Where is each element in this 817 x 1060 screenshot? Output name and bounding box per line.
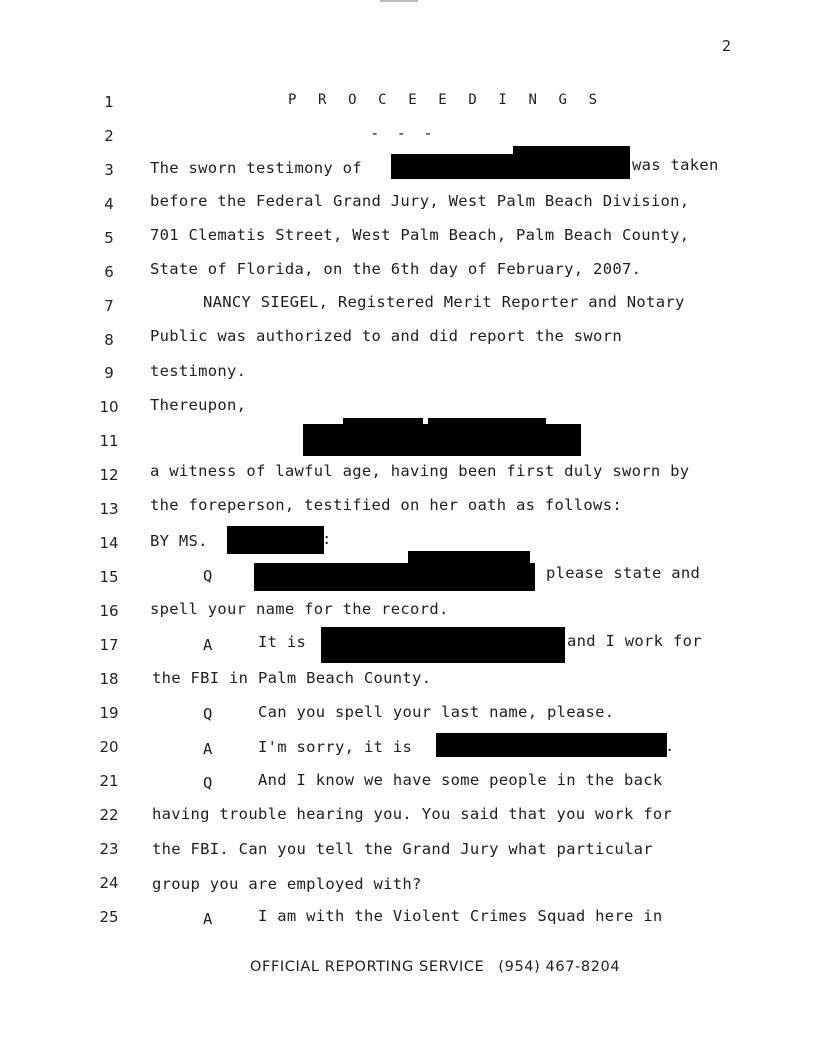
line-number: 5 xyxy=(104,229,114,247)
speaker-marker: Q xyxy=(203,567,213,585)
transcript-line: testimony. xyxy=(150,362,247,380)
transcript-line: and I work for xyxy=(567,632,702,650)
line-number: 17 xyxy=(99,636,119,654)
separator: - - - xyxy=(370,124,437,142)
line-number: 15 xyxy=(99,568,119,586)
transcript-line: I'm sorry, it is xyxy=(258,738,413,756)
line-number: 3 xyxy=(104,161,114,179)
transcript-line: : xyxy=(322,530,332,548)
redaction-block xyxy=(303,424,581,456)
transcript-line: was taken xyxy=(632,156,719,174)
transcript-line: before the Federal Grand Jury, West Palm Beach Division, xyxy=(150,192,690,210)
line-number: 10 xyxy=(99,398,119,416)
line-number: 24 xyxy=(99,874,119,892)
line-number: 20 xyxy=(99,738,119,756)
line-number: 22 xyxy=(99,806,119,824)
transcript-line: a witness of lawful age, having been first duly sworn by xyxy=(150,462,690,480)
line-number: 25 xyxy=(99,908,119,926)
redaction-block xyxy=(513,146,630,179)
transcript-line: And I know we have some people in the back xyxy=(258,771,663,789)
redaction-block xyxy=(321,627,565,663)
speaker-marker: A xyxy=(203,636,213,654)
transcript-line: I am with the Violent Crimes Squad here in xyxy=(258,907,663,925)
transcript-line: the FBI in Palm Beach County. xyxy=(152,669,432,687)
transcript-line: The sworn testimony of xyxy=(150,159,362,177)
transcript-line: the foreperson, testified on her oath as follows: xyxy=(150,496,622,514)
line-number: 1 xyxy=(104,93,114,111)
line-number: 7 xyxy=(104,297,114,315)
transcript-line: Thereupon, xyxy=(150,396,247,414)
line-number: 12 xyxy=(99,466,119,484)
speaker-marker: Q xyxy=(203,774,213,792)
line-number: 18 xyxy=(99,670,119,688)
redaction-block xyxy=(391,154,513,179)
line-number: 19 xyxy=(99,704,119,722)
line-number: 21 xyxy=(99,772,119,790)
line-number: 4 xyxy=(104,195,114,213)
transcript-line: State of Florida, on the 6th day of February, 2007. xyxy=(150,260,642,278)
redaction-block xyxy=(227,526,324,554)
page-number: 2 xyxy=(722,37,733,55)
line-number: 23 xyxy=(99,840,119,858)
transcript-line: BY MS. xyxy=(150,532,208,550)
transcript-line: Can you spell your last name, please. xyxy=(258,703,615,721)
line-number: 11 xyxy=(99,432,119,450)
transcript-line: 701 Clematis Street, West Palm Beach, Palm Beach County, xyxy=(150,226,690,244)
line-number: 6 xyxy=(104,263,114,281)
page-title: P R O C E E D I N G S xyxy=(288,92,604,108)
transcript-line: Public was authorized to and did report the sworn xyxy=(150,327,622,345)
footer-service: OFFICIAL REPORTING SERVICE xyxy=(250,959,485,975)
transcript-line: please state and xyxy=(546,564,701,582)
line-number: 13 xyxy=(99,500,119,518)
transcript-line: It is xyxy=(258,633,307,651)
speaker-marker: Q xyxy=(203,705,213,723)
line-number: 14 xyxy=(99,534,119,552)
speaker-marker: A xyxy=(203,910,213,928)
transcript-line: group you are employed with? xyxy=(152,875,422,893)
transcript-line: NANCY SIEGEL, Registered Merit Reporter and Notary xyxy=(203,293,685,311)
transcript-line: spell your name for the record. xyxy=(150,600,449,618)
footer xyxy=(250,959,620,975)
speaker-marker: A xyxy=(203,740,213,758)
transcript-line: . xyxy=(665,737,675,755)
line-number: 8 xyxy=(104,331,114,349)
top-edge-mark xyxy=(380,0,418,2)
line-number: 2 xyxy=(104,127,114,145)
redaction-block xyxy=(436,733,667,757)
transcript-line: the FBI. Can you tell the Grand Jury what particular xyxy=(152,840,653,858)
line-number: 16 xyxy=(99,602,119,620)
redaction-block xyxy=(254,563,535,591)
transcript-line: having trouble hearing you. You said that you work for xyxy=(152,805,673,823)
footer-phone: (954) 467-8204 xyxy=(498,959,621,975)
line-number: 9 xyxy=(104,364,114,382)
